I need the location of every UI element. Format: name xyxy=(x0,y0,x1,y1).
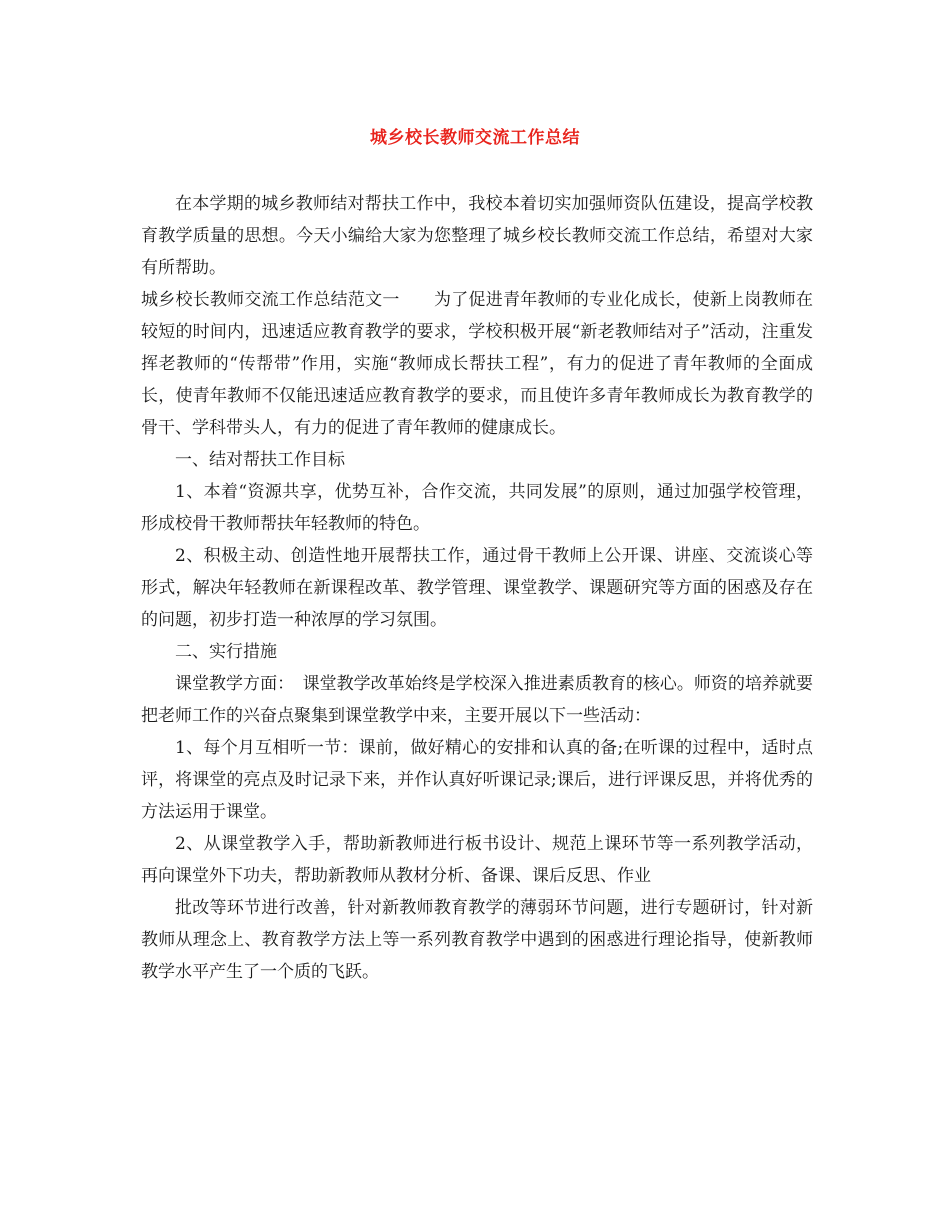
document-title: 城乡校长教师交流工作总结 xyxy=(370,128,580,148)
goal-item-1: 1、本着“资源共享，优势互补，合作交流，共同发展”的原则，通过加强学校管理，形成校骨干教师帮扶年轻教师的特色。 xyxy=(141,482,813,534)
intro-paragraph: 在本学期的城乡教师结对帮扶工作中，我校本着切实加强师资队伍建设，提高学校教育教学质量的思想。今天小编给大家为您整理了城乡校长教师交流工作总结，希望对大家有所帮助。 xyxy=(141,194,813,278)
section-heading-goals: 一、结对帮扶工作目标 xyxy=(175,450,345,470)
sample-one-paragraph: 城乡校长教师交流工作总结范文一 为了促进青年教师的专业化成长，使新上岗教师在较短的时间内，迅速适应教育教学的要求，学校积极开展“新老教师结对子”活动，注重发挥老教师的“传帮带”作用，实施“教师成长帮扶工程”，有力的促进了青年教师的全面成长，使青年教师不仅能迅速适应教育教学的要求，而且使许多青年教师成长为教育教学的骨干、学科带头人，有力的促进了青年教师的健康成长。 xyxy=(141,290,813,438)
classroom-teaching-paragraph: 课堂教学方面： 课堂教学改革始终是学校深入推进素质教育的核心。师资的培养就要把老师工作的兴奋点聚集到课堂教学中来，主要开展以下一些活动： xyxy=(141,674,813,726)
measure-item-2-continued: 批改等环节进行改善，针对新教师教育教学的薄弱环节问题，进行专题研讨，针对新教师从理念上、教育教学方法上等一系列教育教学中遇到的困惑进行理论指导，使新教师教学水平产生了一个质的飞跃。 xyxy=(141,898,813,982)
section-heading-measures: 二、实行措施 xyxy=(175,642,277,662)
measure-item-2: 2、从课堂教学入手，帮助新教师进行板书设计、规范上课环节等一系列教学活动，再向课堂外下功夫，帮助新教师从教材分析、备课、课后反思、作业 xyxy=(141,834,813,886)
document-body xyxy=(141,188,813,988)
goal-item-2: 2、积极主动、创造性地开展帮扶工作，通过骨干教师上公开课、讲座、交流谈心等形式，解决年轻教师在新课程改革、教学管理、课堂教学、课题研究等方面的困惑及存在的问题，初步打造一种浓厚的学习氛围。 xyxy=(141,546,813,630)
measure-item-1: 1、每个月互相听一节：课前，做好精心的安排和认真的备;在听课的过程中，适时点评，将课堂的亮点及时记录下来，并作认真好听课记录;课后，进行评课反思，并将优秀的方法运用于课堂。 xyxy=(141,738,813,822)
